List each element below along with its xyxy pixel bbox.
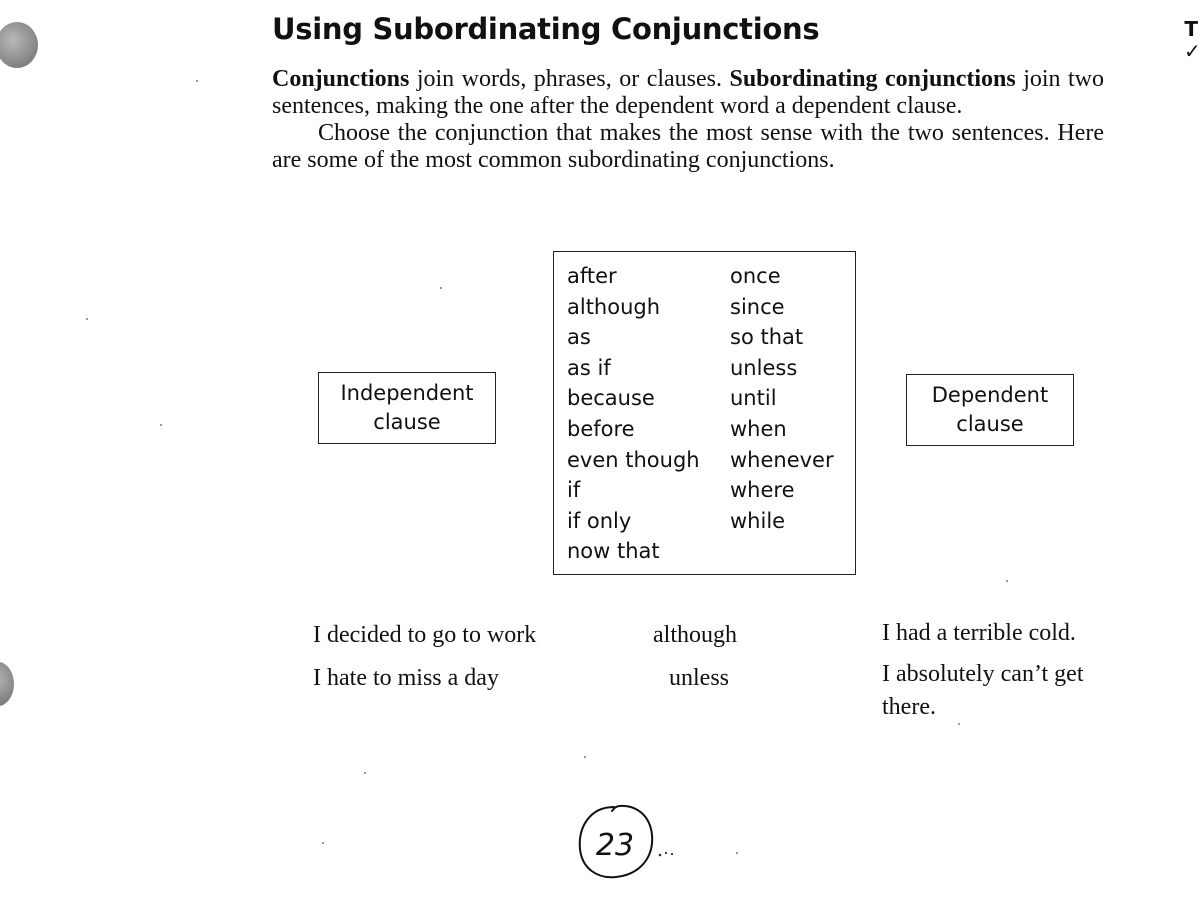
scan-speck [736,852,738,854]
conjunction-item: as [567,325,591,350]
conjunction-item: so that [730,325,804,350]
binder-hole-top [0,22,38,68]
conjunction-item: if [567,478,581,503]
scan-speck [440,287,442,289]
scan-speck [196,80,198,82]
page-number [576,803,688,883]
conjunction-column-left [567,261,700,567]
conjunction-item: because [567,386,655,411]
independent-clause-label-line2: clause [373,410,441,434]
page-number-text: 23 [595,828,635,863]
term-conjunctions: Conjunctions [272,66,410,92]
dependent-clause-box [906,374,1074,446]
conjunction-item: unless [730,355,798,380]
independent-clause-box [318,372,496,444]
example-1-conjunction: although [653,622,737,648]
independent-clause-label-line1: Independent [340,381,474,405]
scan-speck [958,723,960,725]
scan-speck [160,424,162,426]
conjunction-column-right [730,261,834,536]
scan-speck [1006,580,1008,582]
conjunction-item: after [567,264,617,288]
example-2-dependent: I absolutely can’t get there. [882,661,1084,720]
conjunction-item: as if [567,355,611,380]
conjunction-item: since [730,294,785,319]
conjunction-item: now that [567,539,660,564]
conjunction-item: whenever [730,447,834,472]
example-1-dependent: I had a terrible cold. [882,620,1076,646]
term-subordinating-conjunctions: Subordinating conjunctions [729,66,1016,92]
scan-speck [86,318,88,320]
conjunction-item: even though [567,447,700,472]
conjunction-item: when [730,416,787,441]
example-2-independent: I hate to miss a day [313,665,499,691]
conjunction-item: until [730,386,777,411]
intro-paragraph-1 [272,66,1104,120]
conjunction-item: once [730,264,781,288]
conjunction-list-box [553,251,856,575]
page-number-circle [576,803,688,883]
scan-speck [322,842,324,844]
conjunction-item: where [730,478,795,503]
dependent-clause-label-line1: Dependent [931,383,1049,407]
dependent-clause-label-line2: clause [956,412,1024,436]
scan-speck [364,772,366,774]
conjunction-item: if only [567,508,632,533]
intro-text-2: join two sentences, making the one after the dependent word a dependent clause. [272,66,1104,119]
example-1-independent: I decided to go to work [313,622,537,648]
scan-speck [584,756,586,758]
intro-text-1: join words, phrases, or clauses. [409,66,730,92]
example-2-conjunction: unless [669,665,729,691]
page-edge-mark: T ✓ [1184,17,1201,63]
page-heading: Using Subordinating Conjunctions [272,12,820,46]
conjunction-item: before [567,416,635,441]
conjunction-item: while [730,508,786,533]
intro-text [272,66,1104,174]
conjunction-item: although [567,294,661,319]
binder-hole-bottom [0,662,14,706]
intro-paragraph-2: Choose the conjunction that makes the most sense with the two sentences. Here are some of the most common subordinating conjunctions. [272,120,1104,173]
